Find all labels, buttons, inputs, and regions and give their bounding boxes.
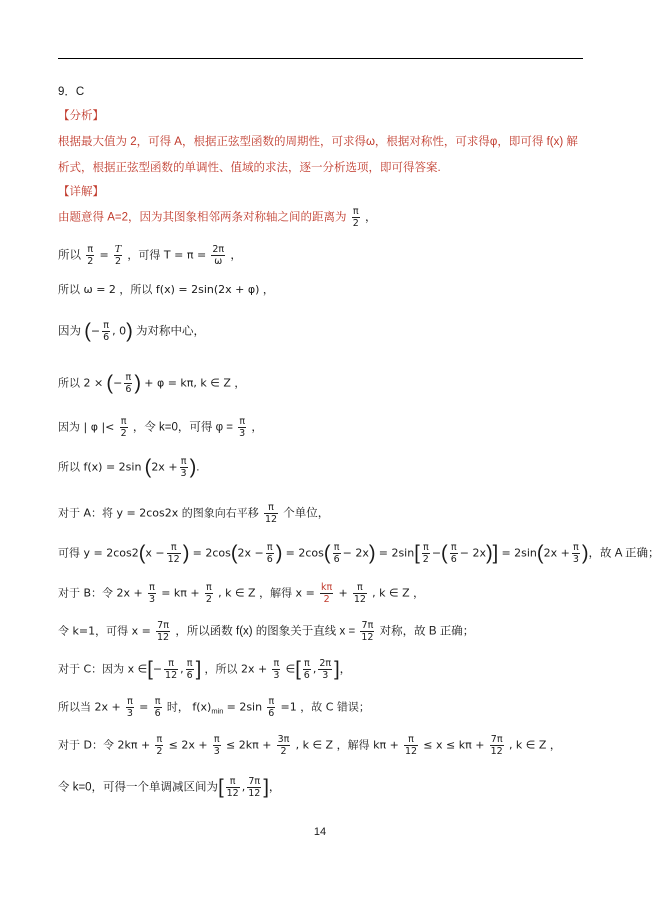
- page-number: 14: [313, 826, 327, 838]
- fraction-pi-over-2: $\frac{\pi}{2}$: [87, 244, 94, 267]
- detail-line-1: 由题意得 A=2，因为其图象相邻两条对称轴之间的距离为 $\frac{\pi}{2}$ ，: [58, 206, 377, 229]
- detail-line-10: 对于 B：令 2x + $\frac{\pi}{3}$ = kπ + $\frac{\pi}{2}$ , k ∈ Z ，解得 x = $\frac{k\pi}{2}$ + $\frac{\pi}{12}$ , k ∈ Z ，: [58, 582, 425, 605]
- detail-line-6: 因为 | φ |< $\frac{\pi}{2}$ ，令 k=0，可得 φ = $\frac{\pi}{3}$ ，: [58, 416, 263, 439]
- detail-line-11: 令 k=1，可得 x = $\frac{7\pi}{12}$ ，所以函数 f(x) 的图象关于直线 x = $\frac{7\pi}{12}$ 对称，故 B 正确；: [58, 620, 475, 643]
- analysis-heading: 【分析】: [58, 110, 104, 122]
- detail-line-8: 对于 A：将 y = 2cos2x 的图象向右平移 $\frac{\pi}{12}$ 个单位，: [58, 502, 330, 525]
- fraction-pi-over-2: $\frac{\pi}{2}$: [352, 206, 359, 229]
- detail-line-2: 所以 $\frac{\pi}{2}$ = $\frac{T}{2}$ ，可得 T = π = $\frac{2\pi}{\omega}$ ，: [58, 244, 242, 267]
- detail-line-5: 所以 2 × (− $\frac{\pi}{6}$ ) + φ = kπ, k ∈ Z ，: [58, 372, 246, 395]
- fraction-2pi-over-omega: $\frac{2\pi}{\omega}$: [212, 244, 225, 267]
- analysis-line-1: 根据最大值为 2，可得 A，根据正弦型函数的周期性，可求得ω，根据对称性，可求得φ，即可得 f(x) 解: [58, 136, 578, 148]
- fraction-T-over-2: $\frac{T}{2}$: [114, 244, 122, 267]
- detail-line-7: 所以 f(x) = 2sin (2x + $\frac{\pi}{3}$ ).: [58, 456, 200, 479]
- detail-line-15: 令 k=0，可得一个单调减区间为[ $\frac{\pi}{12}$ , $\frac{7\pi}{12}$ ]，: [58, 776, 281, 799]
- detail-line-9: 可得 y = 2cos2(x − $\frac{\pi}{12}$ ) = 2cos(2x − $\frac{\pi}{6}$ ) = 2cos( $\frac{\pi}{6}$ − 2x) = 2sin[ $\frac{\pi}{2}$ −( $\frac{\pi}{6}$ − 2x)] = 2sin(2x + $\frac{\pi}{3}$ )，故 A 正确；: [58, 542, 659, 565]
- detail-line-12: 对于 C：因为 x ∈[− $\frac{\pi}{12}$ , $\frac{\pi}{6}$ ] ，所以 2x + $\frac{\pi}{3}$ ∈[ $\frac{\pi}{6}$ , $\frac{2\pi}{3}$ ]，: [58, 658, 352, 681]
- detail-line-14: 对于 D：令 2kπ + $\frac{\pi}{2}$ ≤ 2x + $\frac{\pi}{3}$ ≤ 2kπ + $\frac{3\pi}{2}$ , k ∈ Z ，解得 kπ + $\frac{\pi}{12}$ ≤ x ≤ kπ + $\frac{7\pi}{12}$ , k ∈ Z ，: [58, 734, 561, 757]
- detail-line-4: 因为 (− $\frac{\pi}{6}$ , 0) 为对称中心，: [58, 320, 206, 343]
- detail-line-13: 所以当 2x + $\frac{\pi}{3}$ = $\frac{\pi}{6}$ 时， $f(x)_{min} = 2\sin$ $\frac{\pi}{6}$ =1 ，故 C 错误；: [58, 696, 370, 719]
- question-number: 9．C: [58, 86, 85, 98]
- detail-line-3: 所以 ω = 2 ，所以 f(x) = 2sin(2x + φ) ，: [58, 283, 274, 296]
- detail-heading: 【详解】: [58, 186, 104, 198]
- header-rule: [58, 58, 583, 59]
- analysis-line-2: 析式，根据正弦型函数的单调性、值域的求法，逐一分析选项，即可得答案.: [58, 162, 441, 174]
